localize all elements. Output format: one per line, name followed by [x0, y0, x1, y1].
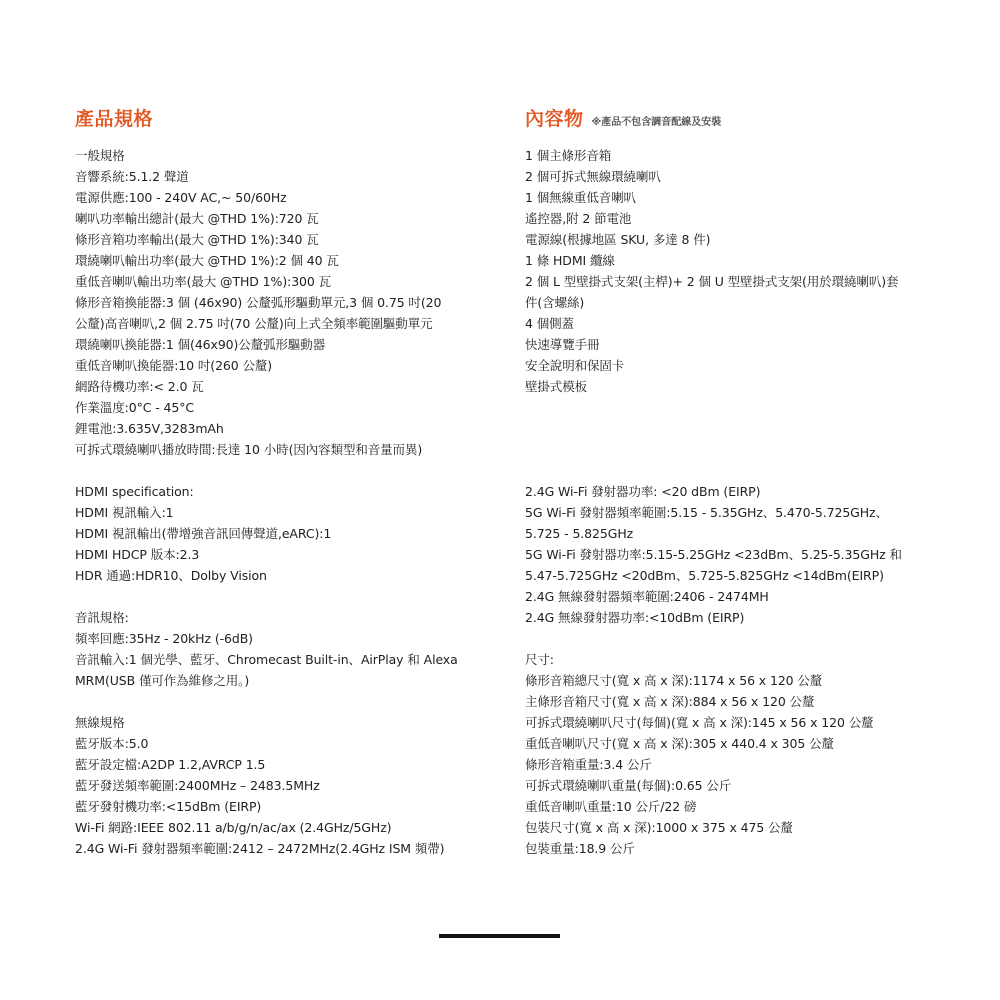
spec-line: 電源供應:100 - 240V AC,~ 50/60Hz	[75, 190, 287, 205]
bottom-divider-bar	[439, 934, 560, 938]
spec-line: 2.4G 無線發射器頻率範圍:2406 - 2474MH	[525, 589, 769, 604]
spec-line: Wi-Fi 網路:IEEE 802.11 a/b/g/n/ac/ax (2.4GHz/5GHz)	[75, 820, 392, 835]
spec-line: 5G Wi-Fi 發射器頻率範圍:5.15 - 5.35GHz、5.470-5.725GHz、	[525, 505, 888, 520]
spec-line: 公釐)高音喇叭,2 個 2.75 吋(70 公釐)向上式全頻率範圍驅動單元	[75, 316, 433, 331]
spec-line: 遙控器,附 2 節電池	[525, 211, 632, 226]
spec-line: 1 個主條形音箱	[525, 148, 612, 163]
spec-line: 可拆式環繞喇叭尺寸(每個)(寬 x 高 x 深):145 x 56 x 120 公釐	[525, 715, 874, 730]
wifi-specs-section	[525, 481, 965, 628]
spec-line: 鋰電池:3.635V,3283mAh	[75, 421, 224, 436]
audio-specs-section	[75, 607, 495, 691]
spec-line: 2 個 L 型壁掛式支架(主桿)+ 2 個 U 型壁掛式支架(用於環繞喇叭)套	[525, 274, 899, 289]
spec-line: 重低音喇叭重量:10 公斤/22 磅	[525, 799, 697, 814]
spec-line: 可拆式環繞喇叭重量(每個):0.65 公斤	[525, 778, 732, 793]
spec-line: MRM(USB 僅可作為維修之用。)	[75, 673, 250, 688]
spec-line: 快速導覽手冊	[525, 337, 600, 352]
product-specs-heading	[75, 104, 495, 130]
dimensions-section	[525, 649, 965, 859]
spec-line: 音響系統:5.1.2 聲道	[75, 169, 189, 184]
spec-line: 條形音箱重量:3.4 公斤	[525, 757, 652, 772]
spec-line: 件(含螺絲)	[525, 295, 585, 310]
spec-line: 2.4G Wi-Fi 發射器頻率範圍:2412 – 2472MHz(2.4GHz ISM 頻帶)	[75, 841, 445, 856]
spec-line: 2 個可拆式無線環繞喇叭	[525, 169, 661, 184]
spec-line: 環繞喇叭輸出功率(最大 @THD 1%):2 個 40 瓦	[75, 253, 339, 268]
spec-line: 5.725 - 5.825GHz	[525, 526, 634, 541]
package-contents-column	[525, 104, 965, 856]
spec-line: 5G Wi-Fi 發射器功率:5.15-5.25GHz <23dBm、5.25-5.35GHz 和	[525, 547, 902, 562]
spec-line: 藍牙發送頻率範圍:2400MHz – 2483.5MHz	[75, 778, 320, 793]
spec-line: 重低音喇叭換能器:10 吋(260 公釐)	[75, 358, 273, 373]
spec-line: 藍牙發射機功率:<15dBm (EIRP)	[75, 799, 262, 814]
spec-line: 2.4G Wi-Fi 發射器功率: <20 dBm (EIRP)	[525, 484, 761, 499]
spec-line: 條形音箱總尺寸(寬 x 高 x 深):1174 x 56 x 120 公釐	[525, 673, 823, 688]
spec-line: 重低音喇叭尺寸(寬 x 高 x 深):305 x 440.4 x 305 公釐	[525, 736, 834, 751]
spec-line: 5.47-5.725GHz <20dBm、5.725-5.825GHz <14dBm(EIRP)	[525, 568, 884, 583]
spec-line: 主條形音箱尺寸(寬 x 高 x 深):884 x 56 x 120 公釐	[525, 694, 815, 709]
spec-line: 安全說明和保固卡	[525, 358, 625, 373]
spec-line: 音訊規格:	[75, 610, 129, 625]
spec-line: 環繞喇叭換能器:1 個(46x90)公釐弧形驅動器	[75, 337, 326, 352]
spec-line: 2.4G 無線發射器功率:<10dBm (EIRP)	[525, 610, 745, 625]
package-contents-heading	[525, 104, 965, 130]
spec-line: 1 條 HDMI 纜線	[525, 253, 615, 268]
spec-line: 音訊輸入:1 個光學、藍牙、Chromecast Built-in、AirPlay 和 Alexa	[75, 652, 458, 667]
spec-line: HDR 通過:HDR10、Dolby Vision	[75, 568, 267, 583]
spec-line: 藍牙設定檔:A2DP 1.2,AVRCP 1.5	[75, 757, 266, 772]
spec-line: 喇叭功率輸出總計(最大 @THD 1%):720 瓦	[75, 211, 319, 226]
spec-line: HDMI specification:	[75, 484, 194, 499]
product-specs-title: 產品規格	[75, 108, 154, 130]
spec-line: 4 個側蓋	[525, 316, 574, 331]
package-contents-note: ※產品不包含調音配線及安裝	[591, 117, 722, 128]
product-specs-column	[75, 104, 495, 856]
spec-line: 可拆式環繞喇叭播放時間:長達 10 小時(因內容類型和音量而異)	[75, 442, 423, 457]
spec-line: HDMI 視訊輸出(帶增強音訊回傳聲道,eARC):1	[75, 526, 332, 541]
spec-line: 一般規格	[75, 148, 125, 163]
spec-line: 壁掛式模板	[525, 379, 588, 394]
spec-line: 條形音箱功率輸出(最大 @THD 1%):340 瓦	[75, 232, 319, 247]
hdmi-specs-section	[75, 481, 495, 586]
spec-line: 網路待機功率:< 2.0 瓦	[75, 379, 204, 394]
package-contents-title: 內容物	[525, 108, 584, 130]
spec-line: 條形音箱換能器:3 個 (46x90) 公釐弧形驅動單元,3 個 0.75 吋(20	[75, 295, 442, 310]
spec-line: 頻率回應:35Hz - 20kHz (-6dB)	[75, 631, 253, 646]
spec-line: 尺寸:	[525, 652, 554, 667]
spec-line: 電源線(根據地區 SKU, 多達 8 件)	[525, 232, 711, 247]
spec-line: 無線規格	[75, 715, 125, 730]
spec-line: 包裝重量:18.9 公斤	[525, 841, 635, 856]
spec-line: HDMI 視訊輸入:1	[75, 505, 174, 520]
spec-line: 重低音喇叭輸出功率(最大 @THD 1%):300 瓦	[75, 274, 332, 289]
package-contents-list	[525, 145, 965, 397]
spec-line: HDMI HDCP 版本:2.3	[75, 547, 200, 562]
spec-line: 作業溫度:0°C - 45°C	[75, 400, 194, 415]
wireless-specs-section	[75, 712, 495, 859]
spec-line: 藍牙版本:5.0	[75, 736, 149, 751]
spec-line: 包裝尺寸(寬 x 高 x 深):1000 x 375 x 475 公釐	[525, 820, 793, 835]
general-specs-section	[75, 145, 495, 460]
spec-line: 1 個無線重低音喇叭	[525, 190, 636, 205]
